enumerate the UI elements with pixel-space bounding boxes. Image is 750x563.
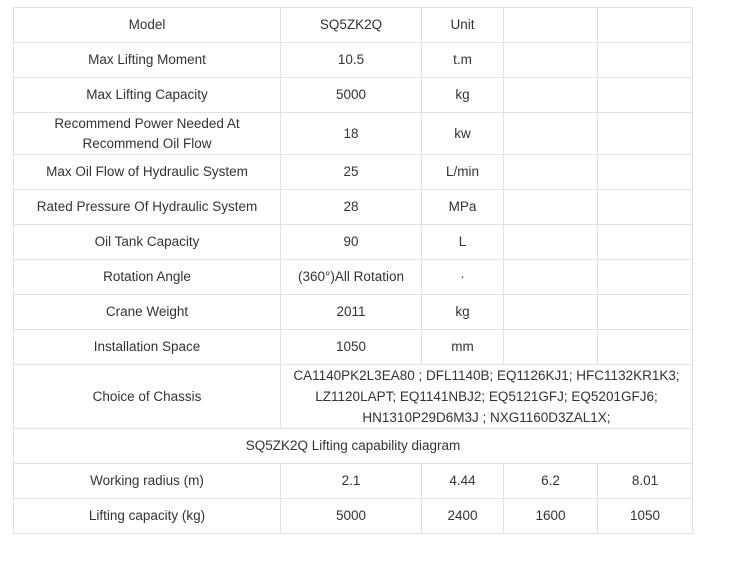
empty-cell	[504, 43, 598, 78]
table-row	[14, 464, 693, 499]
spec-unit: kw	[422, 113, 504, 155]
spec-table	[13, 7, 693, 534]
spec-value: SQ5ZK2Q	[281, 8, 422, 43]
working-radius-label: Working radius (m)	[14, 464, 281, 499]
lifting-capacity-value: 2400	[422, 499, 504, 534]
lifting-capacity-value: 5000	[281, 499, 422, 534]
empty-cell	[504, 78, 598, 113]
spec-label: Model	[14, 8, 281, 43]
empty-cell	[598, 330, 693, 365]
spec-unit: MPa	[422, 190, 504, 225]
spec-label: Oil Tank Capacity	[14, 225, 281, 260]
spec-unit: Unit	[422, 8, 504, 43]
empty-cell	[504, 330, 598, 365]
empty-cell	[598, 8, 693, 43]
chassis-row	[14, 365, 693, 429]
lifting-capacity-value: 1050	[598, 499, 693, 534]
working-radius-value: 8.01	[598, 464, 693, 499]
table-row	[14, 43, 693, 78]
spec-unit: t.m	[422, 43, 504, 78]
working-radius-value: 2.1	[281, 464, 422, 499]
lifting-capacity-label: Lifting capacity (kg)	[14, 499, 281, 534]
empty-cell	[504, 190, 598, 225]
spec-value: 25	[281, 155, 422, 190]
spec-label: Max Lifting Moment	[14, 43, 281, 78]
empty-cell	[504, 155, 598, 190]
spec-value: 10.5	[281, 43, 422, 78]
empty-cell	[598, 190, 693, 225]
table-row	[14, 8, 693, 43]
chassis-list: CA1140PK2L3EA80 ; DFL1140B; EQ1126KJ1; HFC1132KR1K3; LZ1120LAPT; EQ1141NBJ2; EQ5121GFJ; EQ5201GFJ6; HN1310P29D6M3J ; NXG1160D3ZAL1X;	[281, 365, 693, 429]
spec-label: Recommend Power Needed At Recommend Oil Flow	[14, 113, 281, 155]
table-row	[14, 225, 693, 260]
empty-cell	[504, 295, 598, 330]
empty-cell	[598, 113, 693, 155]
empty-cell	[598, 225, 693, 260]
working-radius-value: 6.2	[504, 464, 598, 499]
spec-unit: ·	[422, 260, 504, 295]
spec-value: 5000	[281, 78, 422, 113]
lifting-capacity-value: 1600	[504, 499, 598, 534]
table-row	[14, 155, 693, 190]
table-row	[14, 330, 693, 365]
table-row	[14, 78, 693, 113]
working-radius-value: 4.44	[422, 464, 504, 499]
spec-value: 90	[281, 225, 422, 260]
spec-unit: L	[422, 225, 504, 260]
empty-cell	[598, 78, 693, 113]
empty-cell	[504, 225, 598, 260]
spec-label: Rotation Angle	[14, 260, 281, 295]
table-row	[14, 295, 693, 330]
spec-value: 2011	[281, 295, 422, 330]
spec-label: Rated Pressure Of Hydraulic System	[14, 190, 281, 225]
spec-label: Max Lifting Capacity	[14, 78, 281, 113]
spec-value: (360°)All Rotation	[281, 260, 422, 295]
spec-label: Crane Weight	[14, 295, 281, 330]
empty-cell	[504, 113, 598, 155]
empty-cell	[598, 295, 693, 330]
spec-unit: kg	[422, 78, 504, 113]
table-row	[14, 113, 693, 155]
spec-unit: mm	[422, 330, 504, 365]
spec-label: Installation Space	[14, 330, 281, 365]
spec-value: 28	[281, 190, 422, 225]
empty-cell	[504, 260, 598, 295]
table-row	[14, 499, 693, 534]
spec-value: 1050	[281, 330, 422, 365]
spec-value: 18	[281, 113, 422, 155]
spec-unit: L/min	[422, 155, 504, 190]
spec-label: Max Oil Flow of Hydraulic System	[14, 155, 281, 190]
table-row	[14, 260, 693, 295]
table-row	[14, 190, 693, 225]
chassis-label: Choice of Chassis	[14, 365, 281, 429]
diagram-title-row	[14, 429, 693, 464]
diagram-title: SQ5ZK2Q Lifting capability diagram	[14, 429, 693, 464]
empty-cell	[504, 8, 598, 43]
empty-cell	[598, 43, 693, 78]
empty-cell	[598, 155, 693, 190]
spec-unit: kg	[422, 295, 504, 330]
empty-cell	[598, 260, 693, 295]
